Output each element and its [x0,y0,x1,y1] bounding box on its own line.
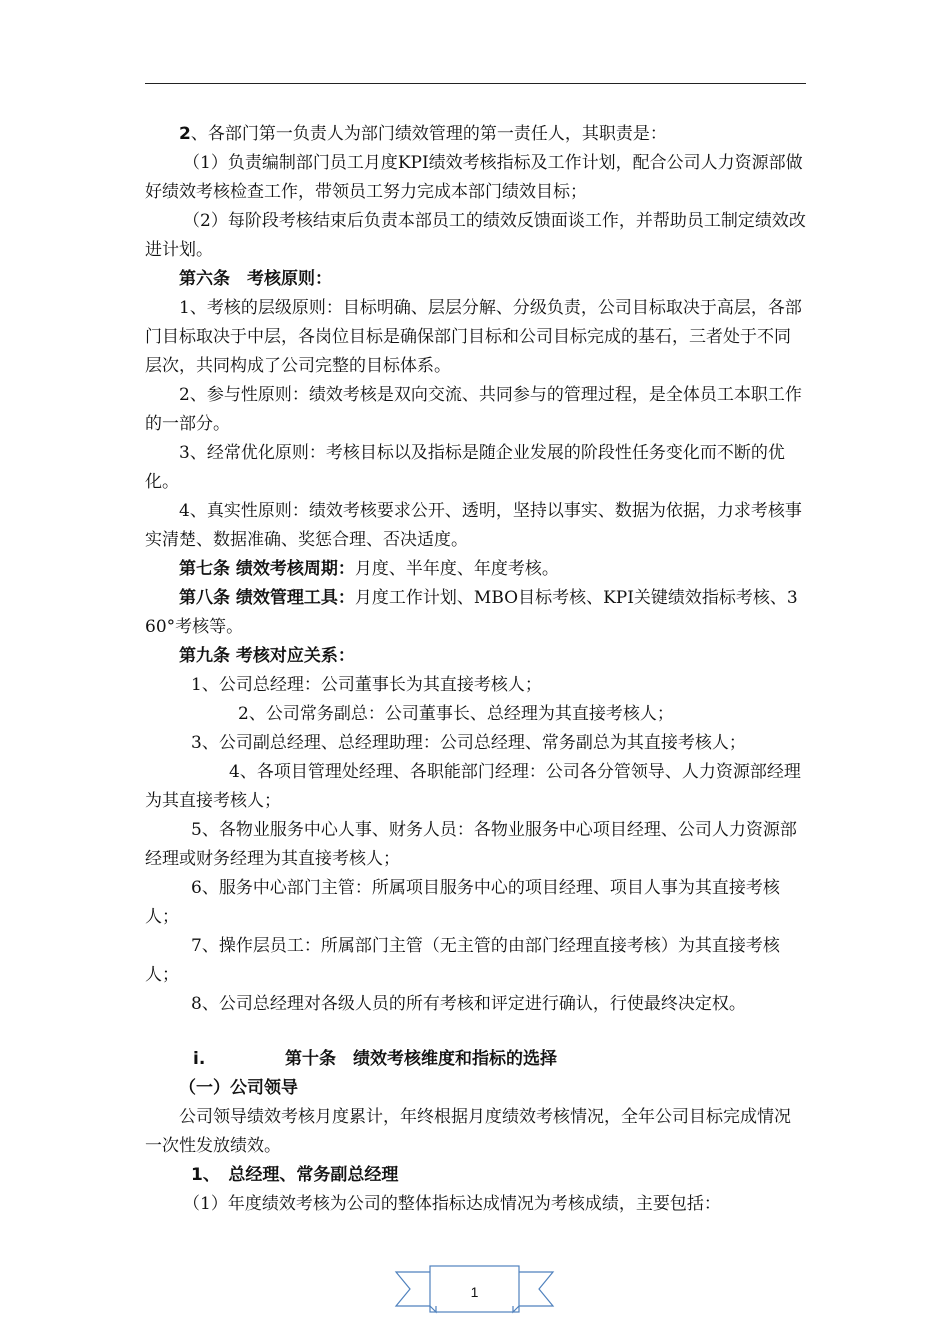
paragraph-duty-intro: 2、各部门第一负责人为部门绩效管理的第一责任人，其职责是： [179,124,667,144]
article-9-item-8: 8、公司总经理对各级人员的所有考核和评定进行确认，行使最终决定权。 [191,994,746,1014]
article-7: 第七条 绩效考核周期：月度、半年度、年度考核。 [179,559,559,579]
section-1-title: （一）公司领导 [179,1078,298,1098]
section-1-1-text: （1）年度绩效考核为公司的整体指标达成情况为考核成绩，主要包括： [183,1194,721,1214]
header-rule [145,83,806,84]
article-6-item-3: 3、经常优化原则：考核目标以及指标是随企业发展的阶段性任务变化而不断的优化。 [145,443,785,492]
article-10-heading [145,1045,806,1074]
article-9-item-6: 6、服务中心部门主管：所属项目服务中心的项目经理、项目人事为其直接考核人； [145,878,780,927]
list-number: i. [193,1049,206,1069]
article-9-item-7: 7、操作层员工：所属部门主管（无主管的由部门经理直接考核）为其直接考核人； [145,936,780,985]
article-6-item-1: 1、考核的层级原则：目标明确、层层分解、分级负责，公司目标取决于高层，各部门目标取决于中层，各岗位目标是确保部门目标和公司目标完成的基石，三者处于不同层次，共同构成了公司完整的目标体系。 [145,298,802,376]
page-number: 1 [470,1284,479,1300]
page-footer-ribbon [392,1262,557,1322]
section-1-1-title: 1、 总经理、常务副总经理 [191,1165,399,1185]
article-9-item-2: 2、公司常务副总：公司董事长、总经理为其直接考核人； [238,704,674,724]
article-6-title: 第六条 考核原则： [179,269,332,289]
article-8-title: 第八条 绩效管理工具： [179,588,355,608]
article-9-item-3: 3、公司副总经理、总经理助理：公司总经理、常务副总为其直接考核人； [191,733,746,753]
article-6-item-2: 2、参与性原则：绩效考核是双向交流、共同参与的管理过程，是全体员工本职工作的一部分。 [145,385,802,434]
section-1-text: 公司领导绩效考核月度累计，年终根据月度绩效考核情况，全年公司目标完成情况一次性发放绩效。 [145,1107,791,1156]
article-10-title: 第十条 绩效考核维度和指标的选择 [285,1049,557,1069]
article-9-item-4: 4、各项目管理处经理、各职能部门经理：公司各分管领导、人力资源部经理为其直接考核人； [145,762,801,811]
article-8: 第八条 绩效管理工具：月度工作计划、MBO目标考核、KPI关键绩效指标考核、360°考核等。 [145,588,798,637]
paragraph-duty-1: （1）负责编制部门员工月度KPI绩效考核指标及工作计划，配合公司人力资源部做好绩效考核检查工作，带领员工努力完成本部门绩效目标； [145,153,803,202]
document-body [145,120,806,1219]
article-9-item-1: 1、公司总经理：公司董事长为其直接考核人； [191,675,542,695]
article-9-item-5: 5、各物业服务中心人事、财务人员：各物业服务中心项目经理、公司人力资源部经理或财务经理为其直接考核人； [145,820,797,869]
paragraph-duty-2: （2）每阶段考核结束后负责本部员工的绩效反馈面谈工作，并帮助员工制定绩效改进计划。 [145,211,806,260]
article-6-item-4: 4、真实性原则：绩效考核要求公开、透明，坚持以事实、数据为依据，力求考核事实清楚、数据准确、奖惩合理、否决适度。 [145,501,802,550]
bold-number: 2 [179,124,191,144]
article-9-title: 第九条 考核对应关系： [179,646,355,666]
spacer [145,1019,806,1045]
article-7-title: 第七条 绩效考核周期： [179,559,355,579]
